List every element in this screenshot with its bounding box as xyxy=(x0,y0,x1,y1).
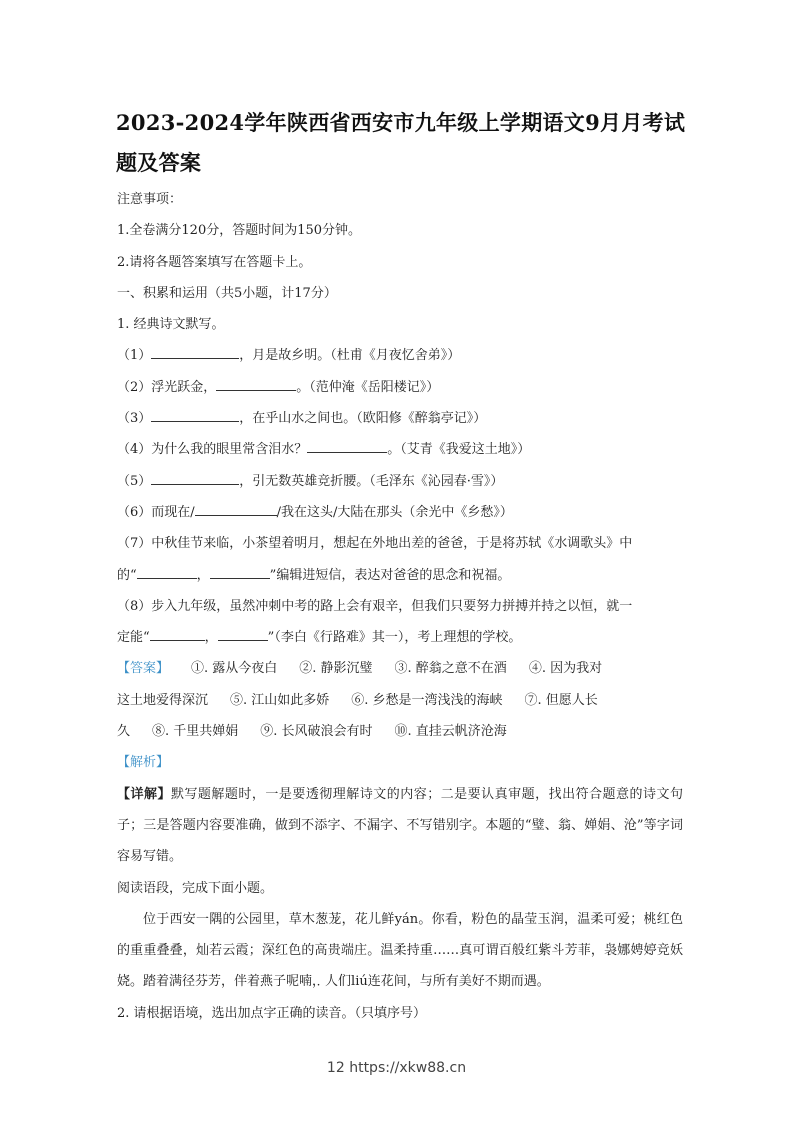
answer-blank xyxy=(151,472,239,485)
answer-item: ②. 静影沉璧 xyxy=(299,661,373,677)
passage-text: 婷竞妖娆。踏着满径芬芳，伴着燕子呢 xyxy=(117,943,683,990)
item-text: 。（艾青《我爱这土地》） xyxy=(387,442,531,458)
analysis-label: 【解析】 xyxy=(117,755,170,771)
document-body xyxy=(117,184,683,1029)
item-text: ，引无数英雄竞折腰。（毛泽东《沁园春·雪》） xyxy=(239,473,504,489)
item-text: （3） xyxy=(117,411,152,427)
answer-blank xyxy=(151,409,239,422)
q1-item-6 xyxy=(117,497,683,528)
answer-item: ⑩. 直挂云帆济沧海 xyxy=(394,724,507,740)
answer-item: ①. 露从今夜白 xyxy=(191,661,278,677)
detail-text: 默写题解题时，一是要透彻理解诗文的内容；二是要认真审题，找出符合题意的诗文句子；三是答题内容要准确，做到不添字、不漏字、不写错别字。本题的“璧、翁、婵娟、沧”等字词容易写错。 xyxy=(117,786,683,865)
answer-blank xyxy=(218,628,268,641)
answer-line-2 xyxy=(117,685,683,716)
q1-item-3 xyxy=(117,403,683,434)
dotted-character: 娉 xyxy=(630,943,644,959)
page-footer xyxy=(0,1060,793,1076)
item-text: （2）浮光跃金， xyxy=(117,379,217,395)
passage-text: 位于西安一隅的公园里，草木葱茏，花儿鲜yán。你看，粉色的晶莹玉润，温柔可爱；桃红色的重重叠叠，灿若云霞；深红色的高贵端庄。温柔持重……真可谓百般红紫斗芳菲，袅娜 xyxy=(117,911,683,959)
notice-item: 1.全卷满分120分，答题时间为150分钟。 xyxy=(117,223,362,239)
item-text: ”编辑进短信，表达对爸爸的思念和祝福。 xyxy=(269,567,511,583)
item-text: （6）而现在/ xyxy=(117,504,195,520)
page-number: 12 xyxy=(326,1060,345,1076)
q1-item-2 xyxy=(117,372,683,403)
question-1-heading: 1. 经典诗文默写。 xyxy=(117,317,225,333)
q1-item-1 xyxy=(117,340,683,371)
section-heading: 一、积累和运用（共5小题，计17分） xyxy=(117,285,337,301)
item-text: 的“ xyxy=(117,567,137,583)
q1-item-7-line-1: （7）中秋佳节来临，小茶望着明月，想起在外地出差的爸爸，于是将苏轼《水调歌头》中 xyxy=(117,536,633,552)
item-text: ，月是故乡明。（杜甫《月夜忆舍弟》） xyxy=(239,348,461,364)
q1-item-8-line-1: （8）步入九年级，虽然冲刺中考的路上会有艰辛，但我们只要努力拼搏并持之以恒，就一 xyxy=(117,598,633,614)
footer-url[interactable]: https://xkw88.cn xyxy=(349,1060,467,1076)
answer-line-1 xyxy=(117,653,683,684)
answer-item: 这土地爱得深沉 xyxy=(117,692,209,708)
q1-item-8-line-2 xyxy=(117,622,683,653)
title-line-1: 2023-2024学年陕西省西安市九年级上学期语文9月月考试 xyxy=(116,110,686,135)
item-text: 。（范仲淹《岳阳楼记》） xyxy=(296,379,440,395)
title-line-2: 题及答案 xyxy=(116,150,202,175)
answer-line-3 xyxy=(117,716,683,747)
answer-blank xyxy=(137,566,197,579)
answer-item: ⑦. 但愿人长 xyxy=(524,692,598,708)
detail-label: 【详解】 xyxy=(117,786,171,802)
item-text: ，在乎山水之间也。（欧阳修《醉翁亭记》） xyxy=(239,411,487,427)
item-text: ， xyxy=(204,630,218,646)
item-text: ， xyxy=(196,567,210,583)
answer-label: 【答案】 xyxy=(117,661,170,677)
item-text: /我在这头/大陆在那头（余光中《乡愁》） xyxy=(276,504,513,520)
answer-item: ⑤. 江山如此多娇 xyxy=(230,692,330,708)
answer-item: ③. 醉翁之意不在酒 xyxy=(394,661,507,677)
answer-item: 久 xyxy=(117,724,131,740)
answer-blank xyxy=(216,378,296,391)
document-title xyxy=(116,103,686,183)
q1-item-7-line-2 xyxy=(117,560,683,591)
question-2-heading: 2. 请根据语境，选出加点字正确的读音。（只填序号） xyxy=(117,1005,427,1021)
notice-heading: 注意事项： xyxy=(117,192,183,207)
answer-blank xyxy=(307,440,387,453)
notice-item: 2.请将各题答案填写在答题卡上。 xyxy=(117,254,312,270)
q1-item-5 xyxy=(117,466,683,497)
passage-text: ，人们liú连花间，与所有美好不期而遇。 xyxy=(312,974,550,990)
answer-item: ⑨. 长风破浪会有时 xyxy=(260,724,373,740)
item-text: （1） xyxy=(117,348,152,364)
reading-passage xyxy=(117,904,683,998)
dotted-character: 喃 xyxy=(299,974,313,990)
item-text: ”（李白《行路难》其一），考上理想的学校。 xyxy=(267,630,522,646)
answer-item: ⑥. 乡愁是一湾浅浅的海峡 xyxy=(351,692,503,708)
q1-item-4 xyxy=(117,434,683,465)
answer-blank xyxy=(195,503,277,516)
answer-item: ④. 因为我对 xyxy=(528,661,603,677)
answer-blank xyxy=(150,628,205,641)
answer-blank xyxy=(151,346,239,359)
answer-item: ⑧. 千里共婵娟 xyxy=(152,724,239,740)
reading-prompt: 阅读语段，完成下面小题。 xyxy=(117,880,274,896)
answer-blank xyxy=(210,566,270,579)
item-text: （5） xyxy=(117,473,152,489)
item-text: 定能“ xyxy=(117,630,150,646)
detail-paragraph xyxy=(117,779,683,873)
item-text: （4）为什么我的眼里常含泪水？ xyxy=(117,442,308,458)
